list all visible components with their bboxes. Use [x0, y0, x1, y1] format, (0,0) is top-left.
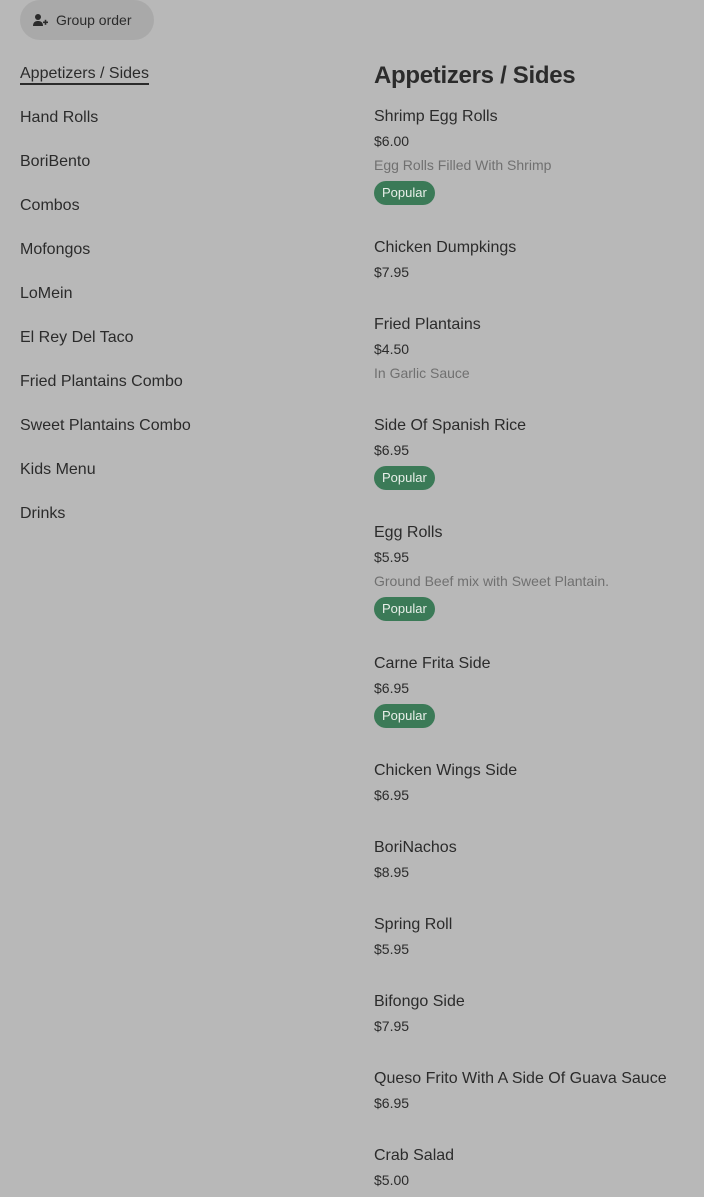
- sidebar-item-label: Appetizers / Sides: [20, 65, 149, 85]
- item-price: $5.00: [374, 1172, 410, 1188]
- item-name: Bifongo Side: [374, 993, 465, 1010]
- popular-badge: Popular: [374, 704, 435, 728]
- item-name: Queso Frito With A Side Of Guava Sauce: [374, 1070, 667, 1087]
- category-sidebar: [20, 60, 320, 544]
- menu-item[interactable]: [374, 314, 694, 383]
- item-name: BoriNachos: [374, 839, 457, 856]
- item-description: In Garlic Sauce: [374, 365, 470, 381]
- menu-item[interactable]: [374, 760, 694, 805]
- sidebar-item-label: Drinks: [20, 505, 66, 522]
- sidebar-item-label: Mofongos: [20, 241, 91, 258]
- item-name: Carne Frita Side: [374, 655, 491, 672]
- item-name: Chicken Wings Side: [374, 762, 518, 779]
- item-price: $6.95: [374, 787, 410, 803]
- item-price: $6.95: [374, 1095, 410, 1111]
- item-price: $6.00: [374, 133, 410, 149]
- popular-badge: Popular: [374, 181, 435, 205]
- sidebar-item-kids-menu[interactable]: [20, 456, 320, 500]
- sidebar-item-sweet-plantains-combo[interactable]: [20, 412, 320, 456]
- item-price: $4.50: [374, 341, 410, 357]
- item-price: $7.95: [374, 264, 410, 280]
- sidebar-item-label: El Rey Del Taco: [20, 329, 134, 346]
- sidebar-item-label: Fried Plantains Combo: [20, 373, 183, 390]
- item-price: $7.95: [374, 1018, 410, 1034]
- sidebar-item-lomein[interactable]: [20, 280, 320, 324]
- menu-item[interactable]: [374, 106, 694, 205]
- menu-item[interactable]: [374, 522, 694, 621]
- sidebar-item-label: BoriBento: [20, 153, 91, 170]
- item-name: Egg Rolls: [374, 524, 443, 541]
- menu-item[interactable]: [374, 914, 694, 959]
- popular-badge: Popular: [374, 466, 435, 490]
- sidebar-item-mofongos[interactable]: [20, 236, 320, 280]
- item-price: $6.95: [374, 442, 410, 458]
- menu-item[interactable]: [374, 653, 694, 728]
- group-order-button[interactable]: [20, 0, 154, 40]
- item-price: $6.95: [374, 680, 410, 696]
- sidebar-item-boribento[interactable]: [20, 148, 320, 192]
- item-name: Shrimp Egg Rolls: [374, 108, 498, 125]
- sidebar-item-label: LoMein: [20, 285, 73, 302]
- sidebar-item-appetizers-sides[interactable]: [20, 60, 320, 104]
- item-name: Crab Salad: [374, 1147, 455, 1164]
- menu-item[interactable]: [374, 837, 694, 882]
- section-title: Appetizers / Sides: [374, 62, 576, 89]
- menu-section: [374, 62, 694, 1197]
- item-name: Spring Roll: [374, 916, 453, 933]
- item-description: Egg Rolls Filled With Shrimp: [374, 157, 552, 173]
- item-name: Fried Plantains: [374, 316, 481, 333]
- sidebar-item-fried-plantains-combo[interactable]: [20, 368, 320, 412]
- sidebar-item-label: Combos: [20, 197, 80, 214]
- sidebar-item-label: Sweet Plantains Combo: [20, 417, 191, 434]
- item-name: Side Of Spanish Rice: [374, 417, 527, 434]
- sidebar-item-el-rey-del-taco[interactable]: [20, 324, 320, 368]
- group-order-label: Group order: [56, 12, 132, 28]
- item-price: $8.95: [374, 864, 410, 880]
- sidebar-item-label: Kids Menu: [20, 461, 96, 478]
- item-description: Ground Beef mix with Sweet Plantain.: [374, 573, 610, 589]
- sidebar-item-combos[interactable]: [20, 192, 320, 236]
- add-person-icon: [32, 12, 48, 28]
- sidebar-item-hand-rolls[interactable]: [20, 104, 320, 148]
- menu-item[interactable]: [374, 237, 694, 282]
- menu-item[interactable]: [374, 415, 694, 490]
- menu-item[interactable]: [374, 1145, 694, 1190]
- popular-badge: Popular: [374, 597, 435, 621]
- menu-item[interactable]: [374, 1068, 694, 1113]
- item-name: Chicken Dumpkings: [374, 239, 517, 256]
- menu-item[interactable]: [374, 991, 694, 1036]
- sidebar-item-drinks[interactable]: [20, 500, 320, 544]
- sidebar-item-label: Hand Rolls: [20, 109, 99, 126]
- item-price: $5.95: [374, 941, 410, 957]
- item-price: $5.95: [374, 549, 410, 565]
